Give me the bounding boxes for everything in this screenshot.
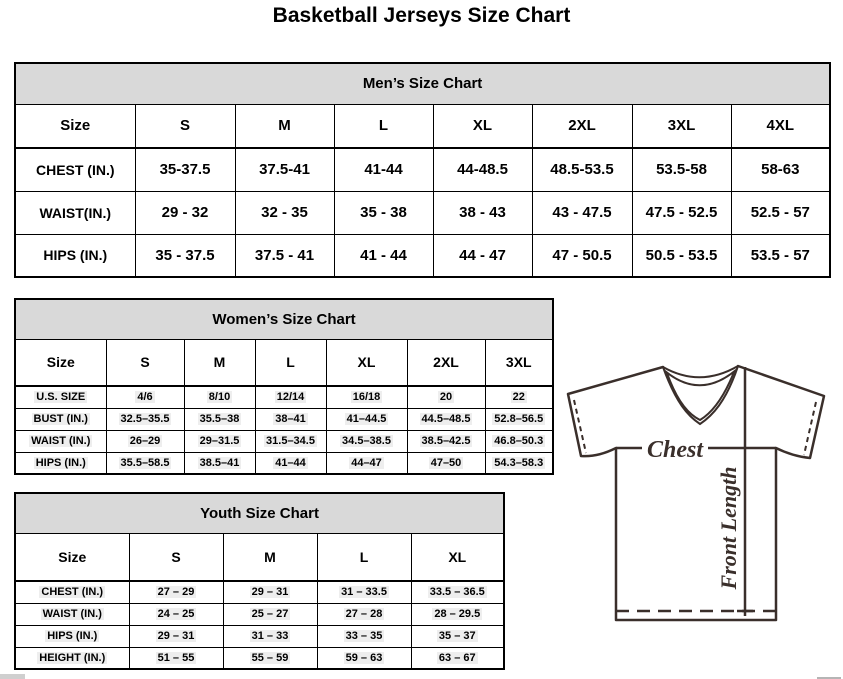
women-col-header-l: L	[255, 339, 326, 386]
women-value-cell: 22	[485, 386, 553, 408]
youth-col-header-m: M	[223, 533, 317, 581]
youth-value-cell: 33 – 35	[317, 625, 411, 647]
youth-chart-title: Youth Size Chart	[15, 493, 504, 533]
men-value-cell: 47 - 50.5	[532, 234, 632, 277]
women-value-cell: 41–44	[255, 452, 326, 474]
men-col-header-2xl: 2XL	[532, 104, 632, 148]
women-value-cell: 52.8–56.5	[485, 408, 553, 430]
men-value-cell: 44-48.5	[433, 148, 532, 191]
women-row-label: U.S. SIZE	[15, 386, 106, 408]
youth-col-header-s: S	[129, 533, 223, 581]
women-value-cell: 34.5–38.5	[326, 430, 407, 452]
women-value-cell: 31.5–34.5	[255, 430, 326, 452]
women-value-cell: 26–29	[106, 430, 184, 452]
youth-col-header-xl: XL	[411, 533, 504, 581]
youth-col-header-l: L	[317, 533, 411, 581]
women-value-cell: 44.5–48.5	[407, 408, 485, 430]
men-value-cell: 35 - 37.5	[135, 234, 235, 277]
youth-value-cell: 31 – 33.5	[317, 581, 411, 603]
women-col-header-3xl: 3XL	[485, 339, 553, 386]
men-table-row	[15, 191, 830, 234]
women-value-cell: 44–47	[326, 452, 407, 474]
youth-value-cell: 31 – 33	[223, 625, 317, 647]
men-value-cell: 48.5-53.5	[532, 148, 632, 191]
youth-table-row	[15, 647, 504, 669]
men-value-cell: 38 - 43	[433, 191, 532, 234]
women-value-cell: 35.5–58.5	[106, 452, 184, 474]
youth-table-row	[15, 625, 504, 647]
youth-size-label: Size	[15, 533, 129, 581]
women-chart-title: Women’s Size Chart	[15, 299, 553, 339]
youth-row-label: HIPS (IN.)	[15, 625, 129, 647]
jersey-outline-icon	[568, 366, 824, 620]
youth-size-header-row	[15, 533, 504, 581]
women-col-header-xl: XL	[326, 339, 407, 386]
women-value-cell: 16/18	[326, 386, 407, 408]
youth-table-row	[15, 603, 504, 625]
women-col-header-m: M	[184, 339, 255, 386]
men-value-cell: 41-44	[334, 148, 433, 191]
youth-value-cell: 35 – 37	[411, 625, 504, 647]
women-value-cell: 20	[407, 386, 485, 408]
men-value-cell: 37.5 - 41	[235, 234, 334, 277]
men-value-cell: 43 - 47.5	[532, 191, 632, 234]
women-value-cell: 47–50	[407, 452, 485, 474]
men-col-header-xl: XL	[433, 104, 532, 148]
women-value-cell: 35.5–38	[184, 408, 255, 430]
youth-row-label: CHEST (IN.)	[15, 581, 129, 603]
youth-value-cell: 51 – 55	[129, 647, 223, 669]
youth-value-cell: 55 – 59	[223, 647, 317, 669]
youth-row-label: WAIST (IN.)	[15, 603, 129, 625]
page-title: Basketball Jerseys Size Chart	[272, 4, 571, 27]
women-value-cell: 38.5–42.5	[407, 430, 485, 452]
front-length-label: Front Length	[716, 466, 741, 590]
youth-value-cell: 29 – 31	[129, 625, 223, 647]
men-col-header-3xl: 3XL	[632, 104, 731, 148]
men-col-header-4xl: 4XL	[731, 104, 830, 148]
men-col-header-l: L	[334, 104, 433, 148]
scrollbar-fragment-left[interactable]	[0, 674, 25, 679]
women-table-row	[15, 386, 553, 408]
men-size-label: Size	[15, 104, 135, 148]
women-value-cell: 29–31.5	[184, 430, 255, 452]
women-value-cell: 41–44.5	[326, 408, 407, 430]
men-value-cell: 37.5-41	[235, 148, 334, 191]
men-value-cell: 53.5-58	[632, 148, 731, 191]
jersey-measurement-diagram	[556, 356, 834, 628]
men-value-cell: 53.5 - 57	[731, 234, 830, 277]
women-value-cell: 8/10	[184, 386, 255, 408]
men-value-cell: 35 - 38	[334, 191, 433, 234]
chest-label: Chest	[646, 437, 704, 463]
men-value-cell: 47.5 - 52.5	[632, 191, 731, 234]
men-col-header-s: S	[135, 104, 235, 148]
women-value-cell: 4/6	[106, 386, 184, 408]
women-row-label: HIPS (IN.)	[15, 452, 106, 474]
women-col-header-s: S	[106, 339, 184, 386]
women-table-header-row	[15, 299, 553, 339]
men-value-cell: 52.5 - 57	[731, 191, 830, 234]
women-value-cell: 38.5–41	[184, 452, 255, 474]
women-row-label: WAIST (IN.)	[15, 430, 106, 452]
men-value-cell: 29 - 32	[135, 191, 235, 234]
youth-size-table	[14, 492, 505, 670]
men-size-header-row	[15, 104, 830, 148]
women-table-row	[15, 408, 553, 430]
youth-table-header-row	[15, 493, 504, 533]
women-row-label: BUST (IN.)	[15, 408, 106, 430]
youth-value-cell: 29 – 31	[223, 581, 317, 603]
youth-value-cell: 33.5 – 36.5	[411, 581, 504, 603]
men-value-cell: 58-63	[731, 148, 830, 191]
men-col-header-m: M	[235, 104, 334, 148]
vneck-collar-icon	[663, 366, 738, 424]
women-table-row	[15, 452, 553, 474]
womens-size-table	[14, 298, 554, 475]
women-value-cell: 32.5–35.5	[106, 408, 184, 430]
youth-value-cell: 27 – 29	[129, 581, 223, 603]
youth-row-label: HEIGHT (IN.)	[15, 647, 129, 669]
men-value-cell: 44 - 47	[433, 234, 532, 277]
women-value-cell: 12/14	[255, 386, 326, 408]
men-row-label: WAIST(IN.)	[15, 191, 135, 234]
youth-value-cell: 27 – 28	[317, 603, 411, 625]
women-size-header-row	[15, 339, 553, 386]
men-value-cell: 32 - 35	[235, 191, 334, 234]
men-row-label: HIPS (IN.)	[15, 234, 135, 277]
youth-value-cell: 25 – 27	[223, 603, 317, 625]
women-size-label: Size	[15, 339, 106, 386]
men-table-row	[15, 148, 830, 191]
youth-value-cell: 63 – 67	[411, 647, 504, 669]
men-table-row	[15, 234, 830, 277]
men-row-label: CHEST (IN.)	[15, 148, 135, 191]
men-value-cell: 50.5 - 53.5	[632, 234, 731, 277]
women-table-row	[15, 430, 553, 452]
men-value-cell: 35-37.5	[135, 148, 235, 191]
men-table-header-row	[15, 63, 830, 104]
men-chart-title: Men’s Size Chart	[15, 63, 830, 104]
mens-size-table	[14, 62, 831, 278]
youth-value-cell: 28 – 29.5	[411, 603, 504, 625]
women-value-cell: 46.8–50.3	[485, 430, 553, 452]
youth-value-cell: 59 – 63	[317, 647, 411, 669]
youth-table-row	[15, 581, 504, 603]
women-col-header-2xl: 2XL	[407, 339, 485, 386]
women-value-cell: 54.3–58.3	[485, 452, 553, 474]
women-value-cell: 38–41	[255, 408, 326, 430]
men-value-cell: 41 - 44	[334, 234, 433, 277]
youth-value-cell: 24 – 25	[129, 603, 223, 625]
